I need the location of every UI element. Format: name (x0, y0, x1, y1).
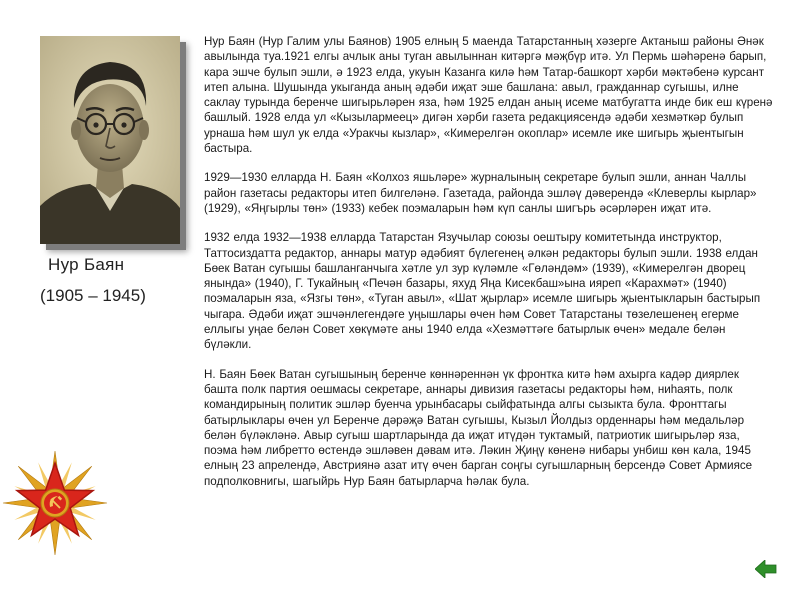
biography-paragraph-1: Нур Баян (Нур Галим улы Баянов) 1905 елның 5 маенда Татарстанның хәзерге Актаныш районы Әнәк авылында туа.1921 елгы ачлык аны туган авылыннан китәргә мәҗбүр итә. Ул Пермь шәһәренә барып, кара эшче булып эшли, ә 1923 елда, укуын Казанга килә һәм Татар-башкорт хәрби мәктәбенә курсант итеп алына. Шушында укыганда аның әдәби иҗат эше башлана: авыл, гражданнар сугышы, илне саклау турында беренче шигырьләрен яза, һәм 1925 елдан аның исеме матбугатта инде бик еш күренә башлый. 1928 елда ул «Кызылармеец» дигән хәрби газета редакциясендә әдәби хезмәткәр булып урнаша һәм шул ук елда «Уракчы кызлар», «Кимерелгән окоплар» исемле ике шигырь җыентыгын бастыра. (204, 35, 773, 156)
poet-portrait-frame (40, 36, 180, 244)
poet-portrait-image (40, 36, 180, 244)
order-patriotic-war-star-icon (0, 448, 110, 558)
arrow-left-icon[interactable] (755, 560, 777, 578)
poet-name: Нур Баян (48, 255, 125, 274)
biography-paragraph-4: Н. Баян Бөек Ватан сугышының беренче көннәреннән үк фронтка китә һәм ахырга кадәр диярлек башта полк партия оешмасы секретаре, аннары дивизия газетасы редакторы һәм, ниһаять, полк командирының политик эшләр буенча урынбасары сыйфатында алгы сызыкта була. Фронттагы батырлыклары өчен ул Беренче дәрәҗә Ватан сугышы, Кызыл Йолдыз орденнары һәм медальләр белән бүләкләнә. Авыр сугыш шартларында да иҗат итүдән туктамый, патриотик шигырьләр яза, поэма һәм либретто өстендә эшләвен дәвам итә. Ләкин Җиңү көненә нибары унбиш көн кала, 1945 елның 23 апрелендә, Австриянә азат итү өчен барган соңгы сугышларның берсендә Совет Армиясе подполковнигы, шагыйрь Нур Баян батырларча һәлак була. (204, 367, 753, 488)
poet-life-dates: (1905 – 1945) (40, 286, 146, 305)
biography-paragraph-2: 1929—1930 елларда Н. Баян «Колхоз яшьләре» журналының секретаре булып эшли, аннан Чаллы район газетасы редакторы итеп билгеләнә. Газетада, районда эшләү дәверендә «Клеверлы кырлар» (1929), «Яңгырлы төн» (1933) кебек поэмаларын һәм күп санлы шигърь әсәрләрен иҗат итә. (204, 171, 757, 215)
biography-paragraph-3: 1932 елда 1932—1938 елларда Татарстан Язучылар союзы оештыру комитетында инструктор, Таттосиздатта редактор, аннары матур әдәбият бүлегенең әлкән редакторы булып эшли. 1938 елдан Бөек Ватан сугышы башланганчыга хәтле ул зур күләмле «Гөләндәм» (1939), «Кимерелгән дворец янында» (1940), Г. Тукайның «Печән базары, яхуд Яңа Кисекбаш»ына ияреп «Карахмәт» (1940) поэмаларын яза, «Язгы төн», «Туган авыл», «Шат җырлар» исемле шигырь җыентыкларын бастырып чыгара. Әдәби иҗат эшчәнлегендәге уңышлары өчен һәм Совет Татарстаны төзелешенең егерме еллыгы уңае белән Совет хөкүмәте аны 1940 елда «Хезмәттәге батырлык өчен» медале белән бүләкли. (204, 231, 761, 352)
biography-text (204, 34, 774, 503)
